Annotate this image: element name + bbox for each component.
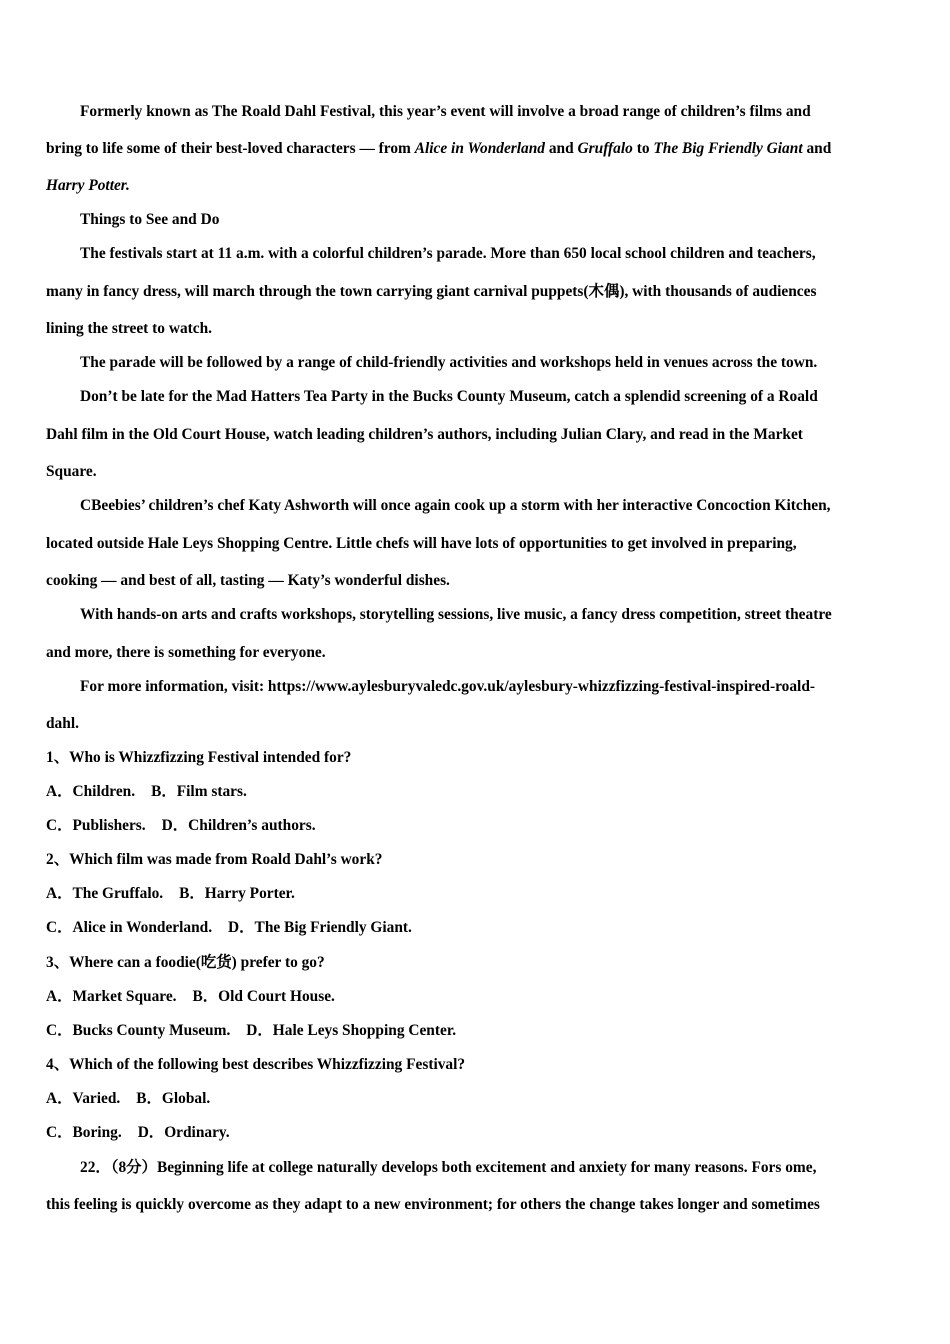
passage-p5-line3: cooking — and best of all, tasting — Katy’s wonderful dishes. [46, 572, 450, 589]
passage-p4-line1: Don’t be late for the Mad Hatters Tea Party in the Bucks County Museum, catch a splendid screening of a Roald [80, 388, 818, 405]
option-b[interactable]: B．Old Court House. [192, 988, 335, 1005]
option-a[interactable]: A．Market Square. [46, 988, 177, 1005]
passage-p5-line1: CBeebies’ children’s chef Katy Ashworth will once again cook up a storm with her interactive Concoction Kitchen, [80, 497, 831, 514]
option-a[interactable]: A．Children. [46, 783, 136, 800]
passage-p1-line2: bring to life some of their best-loved characters — from Alice in Wonderland and Gruffalo to The Big Friendly Giant and [46, 140, 832, 157]
option-d[interactable]: D．Hale Leys Shopping Center. [246, 1022, 457, 1039]
title-gruffalo: Gruffalo [577, 140, 633, 157]
option-d[interactable]: D．Ordinary. [137, 1124, 230, 1141]
passage-p3-line1: The parade will be followed by a range of child-friendly activities and workshops held in venues across the town. [80, 354, 818, 371]
title-harry-potter: Harry Potter. [46, 177, 130, 194]
passage-p5-line2: located outside Hale Leys Shopping Centre. Little chefs will have lots of opportunities to get involved in preparing, [46, 535, 797, 552]
passage-p2-line3: lining the street to watch. [46, 320, 212, 337]
question-1-options-row1 [46, 782, 247, 802]
passage-p6-line1: With hands-on arts and crafts workshops, storytelling sessions, live music, a fancy dress competition, street theatre [80, 606, 832, 623]
option-d[interactable]: D．Children’s authors. [161, 817, 316, 834]
question-4-options-row1 [46, 1089, 210, 1109]
title-bfg: The Big Friendly Giant [653, 140, 803, 157]
question-22-line2: this feeling is quickly overcome as they adapt to a new environment; for others the change takes longer and sometimes [46, 1196, 820, 1213]
option-c[interactable]: C．Publishers. [46, 817, 146, 834]
passage-p1-line3 [46, 176, 130, 196]
passage-p4-line3: Square. [46, 463, 97, 480]
passage-p4-line2: Dahl film in the Old Court House, watch leading children’s authors, including Julian Clary, and read in the Market [46, 426, 803, 443]
option-b[interactable]: B．Film stars. [151, 783, 247, 800]
passage-p2-line1: The festivals start at 11 a.m. with a colorful children’s parade. More than 650 local school children and teachers, [80, 245, 816, 262]
option-b[interactable]: B．Global. [136, 1090, 211, 1107]
question-2-options-row1 [46, 884, 295, 904]
title-alice: Alice in Wonderland [414, 140, 546, 157]
question-2-stem: 2、Which film was made from Roald Dahl’s work? [46, 851, 383, 868]
section-heading: Things to See and Do [80, 211, 220, 228]
question-4-options-row2 [46, 1123, 230, 1143]
passage-p2-line2: many in fancy dress, will march through the town carrying giant carnival puppets(木偶), with thousands of audiences [46, 283, 817, 300]
option-d[interactable]: D．The Big Friendly Giant. [228, 919, 412, 936]
question-4-stem: 4、Which of the following best describes Whizzfizzing Festival? [46, 1056, 466, 1073]
question-3-options-row1 [46, 987, 335, 1007]
question-3-options-row2 [46, 1021, 456, 1041]
passage-p7-line1: For more information, visit: https://www.aylesburyvaledc.gov.uk/aylesbury-whizzfizzing-festival-inspired-roald- [80, 678, 816, 695]
passage-p7-line2: dahl. [46, 715, 79, 732]
option-c[interactable]: C．Bucks County Museum. [46, 1022, 231, 1039]
question-2-options-row2 [46, 918, 412, 938]
option-c[interactable]: C．Boring. [46, 1124, 122, 1141]
option-b[interactable]: B．Harry Porter. [179, 885, 295, 902]
option-c[interactable]: C．Alice in Wonderland. [46, 919, 213, 936]
passage-p1-line1: Formerly known as The Roald Dahl Festival, this year’s event will involve a broad range of children’s films and [80, 103, 811, 120]
option-a[interactable]: A．The Gruffalo. [46, 885, 164, 902]
question-1-stem: 1、Who is Whizzfizzing Festival intended for? [46, 749, 352, 766]
question-22-line1: 22．（8分）Beginning life at college naturally develops both excitement and anxiety for many reasons. Fors ome, [80, 1159, 817, 1176]
option-a[interactable]: A．Varied. [46, 1090, 121, 1107]
passage-p6-line2: and more, there is something for everyone. [46, 644, 326, 661]
question-1-options-row2 [46, 816, 316, 836]
question-3-stem: 3、Where can a foodie(吃货) prefer to go? [46, 954, 325, 971]
